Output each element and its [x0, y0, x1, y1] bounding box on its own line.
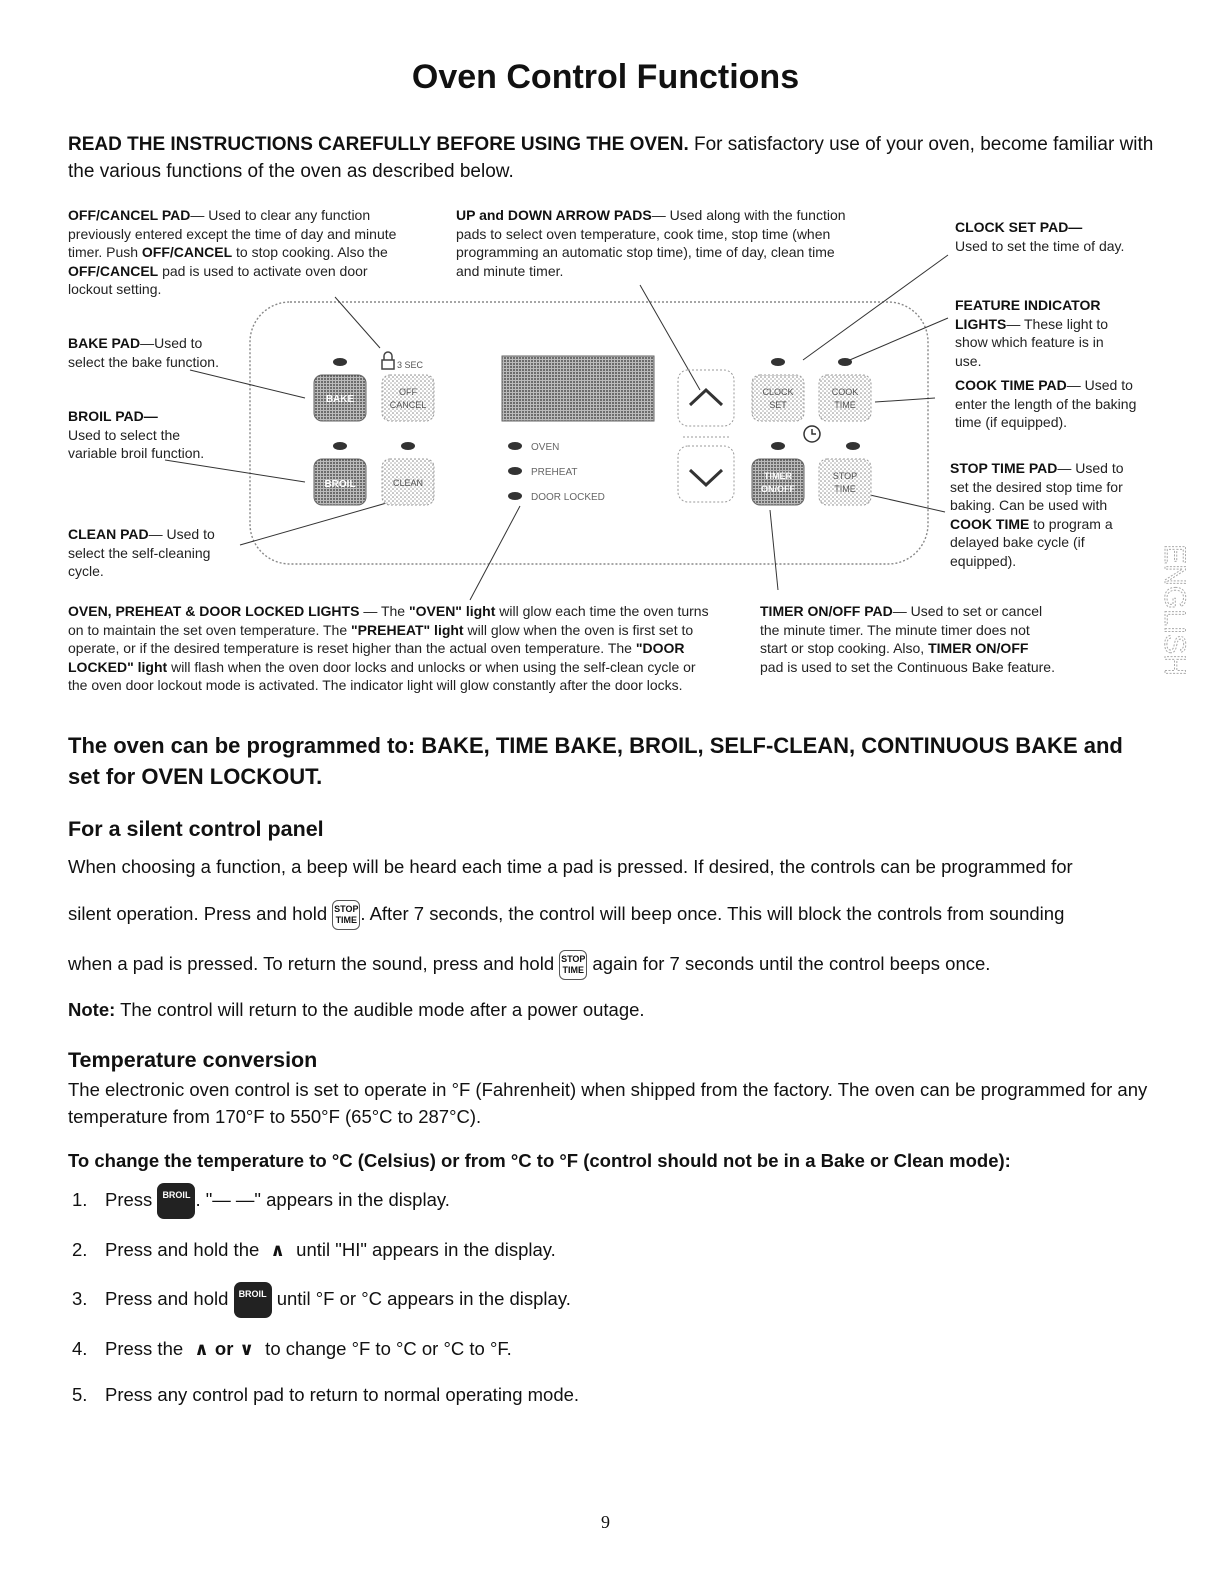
bake-pad-label: BAKE — [325, 394, 355, 405]
clean-pad-label: CLEAN — [392, 478, 424, 488]
down-arrow-pad[interactable] — [678, 446, 734, 502]
temperature-paragraph: The electronic oven control is set to operate in °F (Fahrenheit) when shipped from the factory. The oven can be programmed for any temperature from 170°F to 550°F (65°C to 287°C). — [68, 1079, 1148, 1127]
step-2 — [72, 1230, 556, 1270]
cook-time-pad[interactable] — [819, 375, 871, 421]
callout-text: — These light to show which feature is in use. — [955, 315, 1109, 369]
callout-text: pad is used to activate oven door lockout setting. — [68, 262, 368, 297]
silent-text: again for 7 seconds until the control beeps once. — [587, 953, 991, 974]
silent-paragraph-1: When choosing a function, a beep will be heard each time a pad is pressed. If desired, the controls can be programmed for — [68, 856, 1073, 877]
silent-text: when a pad is pressed. To return the sound, press and hold — [68, 953, 560, 974]
broil-icon-label: BROIL — [238, 1289, 267, 1300]
step-text: Press — [105, 1189, 153, 1210]
callout-label: CLEAN PAD — [68, 526, 149, 542]
step-text: Press the — [105, 1338, 184, 1359]
silent-paragraph-2 — [68, 900, 1158, 930]
language-label: ENGLISH — [1158, 544, 1192, 676]
programmed-modes-heading: The oven can be programmed to: BAKE, TIME BAKE, BROIL, SELF-CLEAN, CONTINUOUS BAKE and set for OVEN LOCKOUT. — [68, 733, 1123, 789]
step-number: 1. — [72, 1189, 88, 1210]
step-text: Press and hold the — [105, 1239, 260, 1260]
broil-icon-label: BROIL — [162, 1190, 191, 1201]
callout-text: — Used to set or cancel the minute timer. The minute timer does not start or stop cooking. Also, — [760, 603, 1043, 656]
step-5 — [72, 1375, 579, 1415]
change-temperature-heading: To change the temperature to °C (Celsius) or from °C to °F (control should not be in a Bake or Clean mode): — [68, 1150, 1011, 1171]
temperature-conversion-heading: Temperature conversion — [68, 1048, 318, 1072]
silent-note — [68, 996, 1158, 1023]
cancel-label: CANCEL — [389, 400, 427, 410]
broil-pad-icon — [157, 1183, 195, 1219]
callout-label: OFF/CANCEL — [141, 244, 233, 260]
step-number: 4. — [72, 1338, 88, 1359]
callout-text: — Used to set the desired stop time for baking. Can be used with — [950, 460, 1124, 513]
note-label: Note: — [68, 999, 116, 1020]
callout-text: will flash when the oven door locks and unlocks or when using the self-clean cycle or the oven door lockout mode is activated. The indicator light will glow constantly after the door locks. — [68, 658, 696, 693]
bake-pad[interactable] — [314, 375, 366, 421]
callout-label: BROIL PAD— — [68, 408, 158, 424]
or-label: or — [214, 1338, 234, 1359]
clean-pad[interactable] — [382, 459, 434, 505]
off-label: OFF — [399, 387, 417, 397]
on-off-label: ON/OFF — [761, 484, 795, 494]
set-label: SET — [769, 400, 787, 410]
stop-time-pad-icon — [559, 950, 587, 980]
silent-text: silent operation. Press and hold — [68, 903, 333, 924]
timer-on-off-pad[interactable] — [752, 459, 804, 505]
callout-label: BAKE PAD — [68, 335, 141, 351]
broil-pad[interactable] — [314, 459, 366, 505]
callout-text: — Used to clear any function previously entered except the time of day and minute timer. Push — [68, 207, 397, 260]
callout-label: COOK TIME PAD — [955, 377, 1067, 393]
callout-label: "OVEN" light — [408, 603, 496, 619]
callout-text: —Used to select the bake function. — [68, 335, 219, 370]
callout-label: OFF/CANCEL PAD — [68, 207, 191, 223]
clock-set-pad[interactable] — [752, 375, 804, 421]
callout-label: FEATURE INDICATOR LIGHTS — [955, 297, 1101, 332]
step-text: Press and hold — [105, 1288, 229, 1309]
callout-label: UP and DOWN ARROW PADS — [456, 207, 652, 223]
callout-text: — Used along with the function pads to select oven temperature, cook time, stop time (when programming an automatic stop time), time of day, clean time and minute timer. — [456, 207, 846, 279]
step-4 — [72, 1329, 512, 1369]
callout-label: TIMER ON/OFF — [928, 640, 1029, 656]
up-arrow-icon — [690, 390, 722, 405]
step-1 — [72, 1180, 450, 1220]
step-3 — [72, 1279, 571, 1319]
up-arrow-icon: ∧ — [270, 1240, 286, 1260]
icon-label-top: STOP — [334, 904, 359, 915]
panel-outline — [250, 302, 928, 564]
down-arrow-icon — [690, 470, 722, 485]
down-arrow-icon: ∨ — [239, 1339, 255, 1359]
callout-text: to program a delayed bake cycle (if equipped). — [950, 515, 1113, 569]
timer-label: TIMER — [764, 471, 792, 481]
callout-text: will glow each time the oven turns on to maintain the set oven temperature. The — [68, 603, 709, 638]
callout-text: Used to set the time of day. — [955, 237, 1125, 254]
control-panel-diagram — [0, 0, 1211, 720]
indicator-light — [333, 358, 347, 366]
broil-pad-icon — [234, 1282, 272, 1318]
up-arrow-pad[interactable] — [678, 370, 734, 426]
callout-label: CLOCK SET PAD— — [955, 219, 1083, 235]
step-text: Press any control pad to return to normal operating mode. — [105, 1384, 580, 1405]
cook-label: COOK — [831, 387, 859, 397]
step-number: 3. — [72, 1288, 88, 1309]
callout-text: — The — [359, 603, 409, 619]
broil-pad-label: BROIL — [324, 479, 356, 490]
callout-text: to stop cooking. Also the — [232, 244, 388, 260]
oven-display — [502, 356, 654, 421]
icon-label-top: STOP — [561, 954, 586, 965]
step-number: 5. — [72, 1384, 88, 1405]
callout-text: — Used to select the self-cleaning cycle. — [68, 526, 215, 579]
oven-light-label: OVEN — [531, 442, 560, 453]
step-text: to change °F to °C or °C to °F. — [260, 1338, 512, 1359]
intro-bold: READ THE INSTRUCTIONS CAREFULLY BEFORE USING THE OVEN. — [68, 134, 689, 155]
callout-text: will glow when the oven is first set to operate, or if the desired temperature is reset higher than the actual oven temperature. The — [68, 621, 694, 656]
time-label: TIME — [834, 400, 856, 410]
indicator-light — [846, 442, 860, 450]
page-title: Oven Control Functions — [411, 58, 800, 96]
preheat-light — [508, 467, 522, 475]
stop-label: STOP — [832, 471, 858, 481]
door-locked-light — [508, 492, 522, 500]
page-number: 9 — [601, 1512, 610, 1532]
callout-label: OVEN, PREHEAT & DOOR LOCKED LIGHTS — [68, 603, 360, 619]
leader-lines — [165, 255, 948, 600]
intro-text: For satisfactory use of your oven, become familiar with the various functions of the oven as described below. — [68, 134, 1154, 182]
preheat-light-label: PREHEAT — [531, 467, 578, 478]
callout-label: TIMER ON/OFF PAD — [760, 603, 893, 619]
step-text: . "— —" appears in the display. — [195, 1189, 450, 1210]
indicator-light — [771, 358, 785, 366]
indicator-light — [838, 358, 852, 366]
indicator-light — [771, 442, 785, 450]
door-locked-light-label: DOOR LOCKED — [531, 492, 605, 503]
silent-paragraph-3 — [68, 950, 1158, 980]
off-cancel-pad[interactable] — [382, 375, 434, 421]
indicator-light — [333, 442, 347, 450]
callout-text: — Used to enter the length of the baking time (if equipped). — [955, 377, 1137, 430]
silent-text: . After 7 seconds, the control will beep once. This will block the controls from sounding — [360, 903, 1065, 924]
oven-light — [508, 442, 522, 450]
language-side-tab — [1153, 538, 1193, 683]
icon-label-bottom: TIME — [335, 915, 358, 926]
up-arrow-icon: ∧ — [194, 1339, 209, 1359]
clock-icon — [804, 426, 820, 442]
callout-label: STOP TIME PAD — [950, 460, 1058, 476]
callout-label: COOK TIME — [950, 515, 1030, 532]
step-number: 2. — [72, 1239, 88, 1260]
step-text: until °F or °C appears in the display. — [271, 1288, 571, 1309]
silent-panel-heading: For a silent control panel — [68, 817, 324, 841]
indicator-light — [401, 442, 415, 450]
note-text: The control will return to the audible mode after a power outage. — [115, 999, 645, 1020]
callout-label: "PREHEAT" light — [351, 621, 464, 638]
lock-icon — [382, 352, 394, 369]
three-sec-label: 3 SEC — [397, 360, 424, 370]
time-label: TIME — [834, 484, 856, 494]
icon-label-bottom: TIME — [562, 965, 585, 976]
callout-label: OFF/CANCEL — [68, 262, 159, 279]
step-text: until "HI" appears in the display. — [291, 1239, 556, 1260]
callout-label: "DOOR LOCKED" light — [68, 640, 685, 675]
clock-label: CLOCK — [762, 387, 794, 397]
callout-text: pad is used to set the Continuous Bake feature. — [760, 658, 1055, 675]
stop-time-pad-icon — [332, 900, 360, 930]
stop-time-pad[interactable] — [819, 459, 871, 505]
callout-text: Used to select the variable broil function. — [68, 426, 205, 461]
